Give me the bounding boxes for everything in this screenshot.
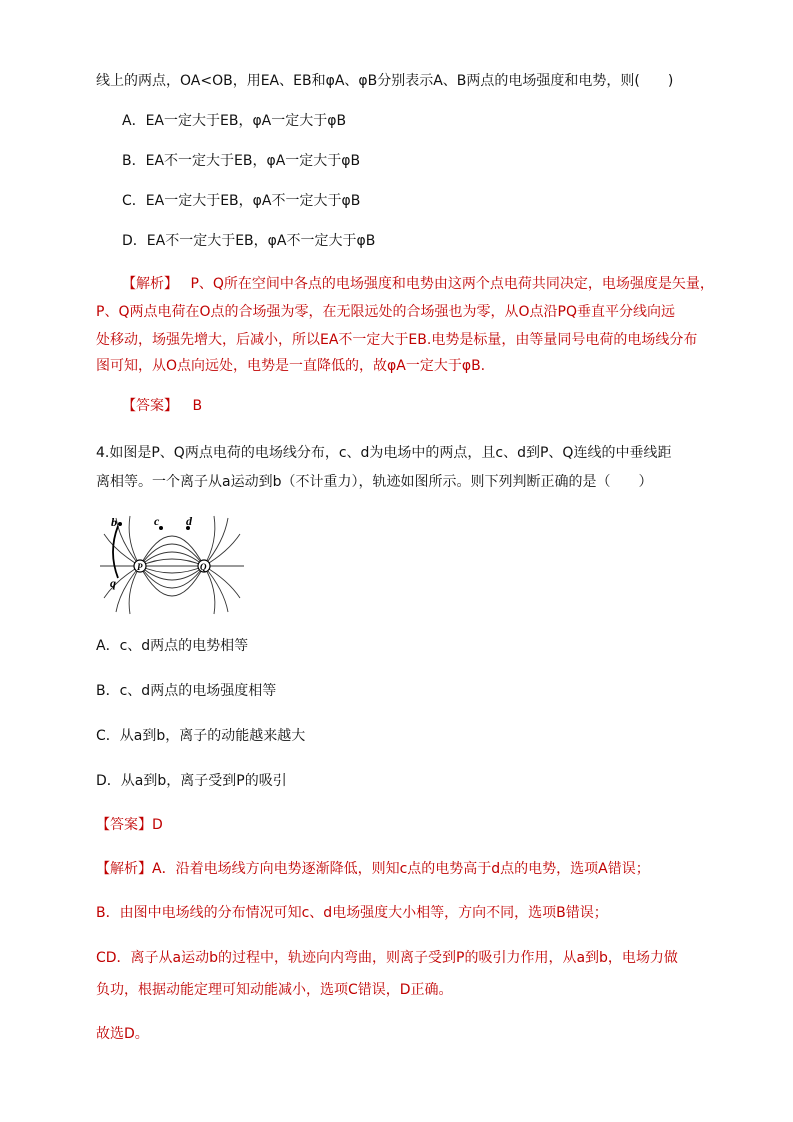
q4-stem-line-2: 离相等。一个离子从a运动到b（不计重力），轨迹如图所示。则下列判断正确的是（ ） <box>96 474 653 490</box>
figure-label-b: b <box>111 515 117 529</box>
q3-analysis-label: 【解析】 <box>122 276 178 292</box>
q3-answer-label: 【答案】 <box>122 398 178 414</box>
field-lines-diagram <box>96 512 248 616</box>
q4-option-c: C．从a到b，离子的动能越来越大 <box>96 728 306 744</box>
q4-stem-line-1: 4.如图是P、Q两点电荷的电场线分布，c、d为电场中的两点，且c、d到P、Q连线的中垂线距 <box>96 445 672 461</box>
q4-analysis-line-3: CD．离子从a运动b的过程中，轨迹向内弯曲，则离子受到P的吸引力作用，从a到b，电场力做 <box>96 950 678 966</box>
q3-option-a: A．EA一定大于EB，φA一定大于φB <box>122 113 347 129</box>
point-c <box>159 526 163 530</box>
q4-option-d: D．从a到b，离子受到P的吸引 <box>96 773 287 789</box>
figure-label-Q: Q <box>200 562 207 572</box>
q4-analysis-line-1: 【解析】A．沿着电场线方向电势逐渐降低，则知c点的电势高于d点的电势，选项A错误； <box>96 861 650 877</box>
q4-answer: 【答案】D <box>96 817 163 833</box>
ion-trajectory <box>113 526 118 578</box>
q3-analysis-line-1 <box>122 274 714 294</box>
q3-option-b: B．EA不一定大于EB，φA一定大于φB <box>122 153 361 169</box>
figure-label-q: q <box>110 576 116 590</box>
q4-option-b: B．c、d两点的电场强度相等 <box>96 683 277 699</box>
q3-analysis-line-4: 图可知，从O点向远处，电势是一直降低的，故φA一定大于φB. <box>96 358 486 374</box>
q3-analysis-line-3: 处移动，场强先增大，后减小，所以EA不一定大于EB.电势是标量，由等量同号电荷的电场线分布 <box>96 332 698 348</box>
figure-label-c: c <box>154 514 160 528</box>
q3-analysis-line-2: P、Q两点电荷在O点的合场强为零，在无限远处的合场强也为零，从O点沿PQ垂直平分线向远 <box>96 304 675 320</box>
q4-conclusion: 故选D。 <box>96 1026 149 1042</box>
q3-option-c: C．EA一定大于EB，φA不一定大于φB <box>122 193 361 209</box>
q3-analysis-text-1: P、Q所在空间中各点的电场强度和电势由这两个点电荷共同决定，电场强度是矢量， <box>190 276 714 292</box>
q3-answer <box>122 396 202 416</box>
q4-analysis-line-4: 负功，根据动能定理可知动能减小，选项C错误，D正确。 <box>96 982 453 998</box>
q3-answer-value: B <box>192 398 203 414</box>
figure-label-d: d <box>186 514 192 528</box>
point-b <box>118 522 122 526</box>
q4-option-a: A．c、d两点的电势相等 <box>96 638 249 654</box>
q4-analysis-line-2: B．由图中电场线的分布情况可知c、d电场强度大小相等，方向不同，选项B错误； <box>96 905 608 921</box>
q3-stem-line: 线上的两点，OA<OB，用EA、EB和φA、φB分别表示A、B两点的电场强度和电势，则( ) <box>96 73 674 89</box>
figure-label-P: P <box>137 562 143 572</box>
electric-field-figure <box>96 512 248 616</box>
q3-option-d: D．EA不一定大于EB，φA不一定大于φB <box>122 233 376 249</box>
